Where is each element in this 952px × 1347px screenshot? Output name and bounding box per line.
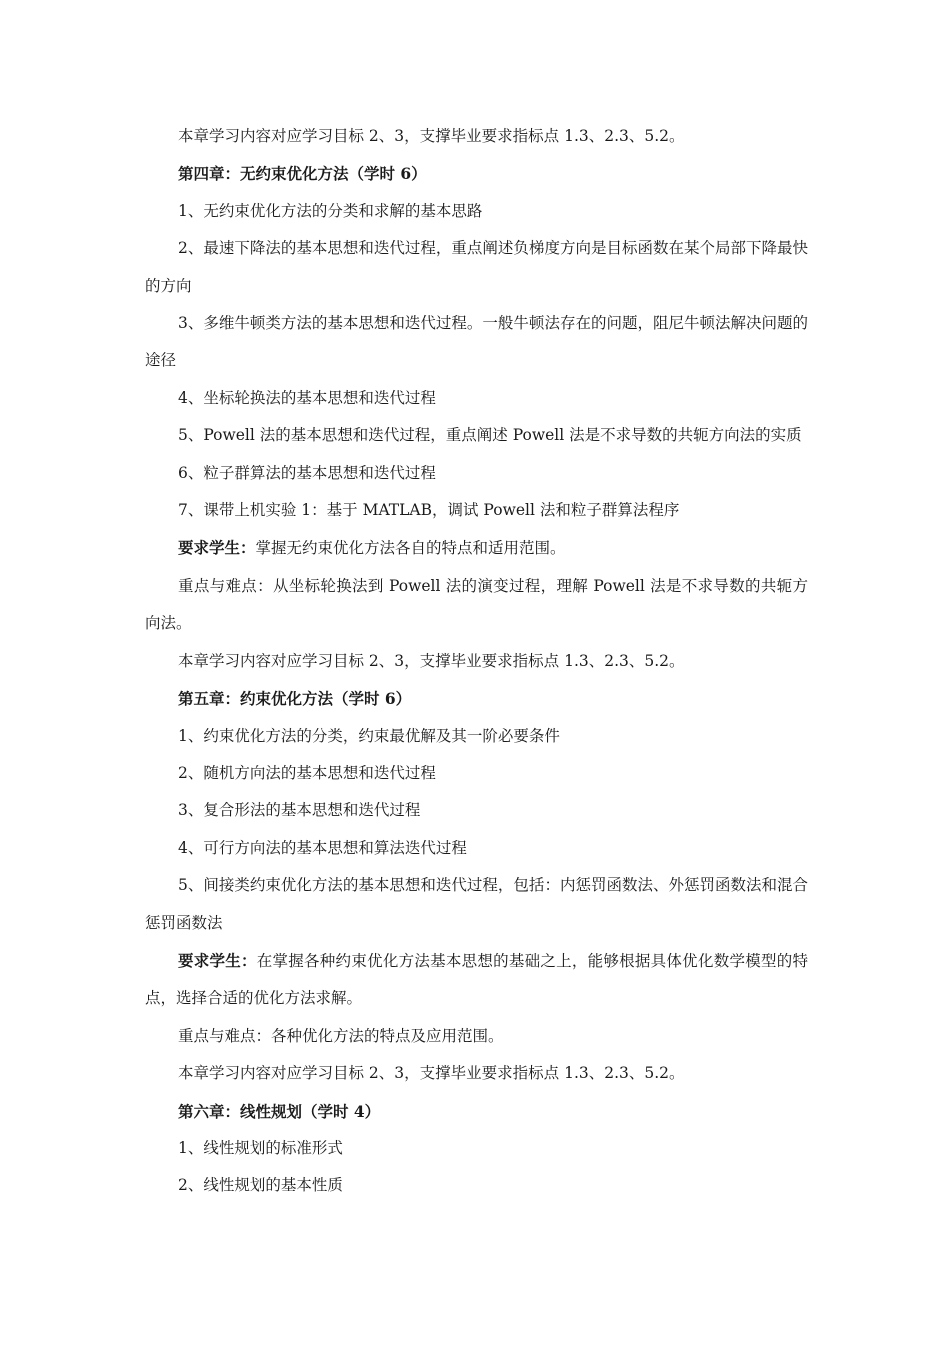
list-item: 1、无约束优化方法的分类和求解的基本思路 <box>178 201 483 220</box>
paragraph-goal-mapping: 本章学习内容对应学习目标 2、3，支撑毕业要求指标点 1.3、2.3、5.2。 <box>178 127 685 145</box>
list-item: 5、Powell 法的基本思想和迭代过程，重点阐述 Powell 法是不求导数的共轭方向法的实质 <box>178 426 802 445</box>
key-points-paragraph: 重点与难点：从坐标轮换法到 Powell 法的演变过程，理解 Powell 法是不求导数的共轭方向法。 <box>145 576 808 633</box>
list-item: 2、线性规划的基本性质 <box>178 1176 343 1195</box>
list-item: 7、课带上机实验 1：基于 MATLAB，调试 Powell 法和粒子群算法程序 <box>178 501 680 520</box>
list-item: 5、间接类约束优化方法的基本思想和迭代过程，包括：内惩罚函数法、外惩罚函数法和混合惩罚函数法 <box>145 876 808 932</box>
list-item: 2、最速下降法的基本思想和迭代过程，重点阐述负梯度方向是目标函数在某个局部下降最快的方向 <box>145 239 808 295</box>
list-item: 3、多维牛顿类方法的基本思想和迭代过程。一般牛顿法存在的问题，阻尼牛顿法解决问题的途径 <box>145 314 808 370</box>
chapter-4-heading: 第四章：无约束优化方法（学时 6） <box>178 164 427 184</box>
list-item: 1、线性规划的标准形式 <box>178 1138 343 1157</box>
requirement-label: 要求学生： <box>178 538 256 558</box>
requirement-paragraph <box>145 942 808 1018</box>
list-item: 4、可行方向法的基本思想和算法迭代过程 <box>178 838 467 857</box>
requirement-text: 在掌握各种约束优化方法基本思想的基础之上，能够根据具体优化数学模型的特点，选择合适的优化方法求解。 <box>145 951 808 1008</box>
requirement-label: 要求学生： <box>178 950 257 970</box>
list-item: 3、复合形法的基本思想和迭代过程 <box>178 801 421 820</box>
chapter-5-heading: 第五章：约束优化方法（学时 6） <box>178 689 412 709</box>
list-item: 1、约束优化方法的分类，约束最优解及其一阶必要条件 <box>178 726 560 745</box>
paragraph-goal-mapping: 本章学习内容对应学习目标 2、3，支撑毕业要求指标点 1.3、2.3、5.2。 <box>178 651 685 670</box>
requirement-paragraph <box>145 529 808 567</box>
list-item: 4、坐标轮换法的基本思想和迭代过程 <box>178 388 436 407</box>
list-item: 6、粒子群算法的基本思想和迭代过程 <box>178 463 436 482</box>
requirement-text: 掌握无约束优化方法各自的特点和适用范围。 <box>255 539 566 558</box>
key-points-paragraph: 重点与难点：各种优化方法的特点及应用范围。 <box>178 1026 504 1045</box>
list-item: 2、随机方向法的基本思想和迭代过程 <box>178 763 436 782</box>
chapter-6-heading: 第六章：线性规划（学时 4） <box>178 1101 381 1121</box>
paragraph-goal-mapping: 本章学习内容对应学习目标 2、3，支撑毕业要求指标点 1.3、2.3、5.2。 <box>178 1064 685 1083</box>
